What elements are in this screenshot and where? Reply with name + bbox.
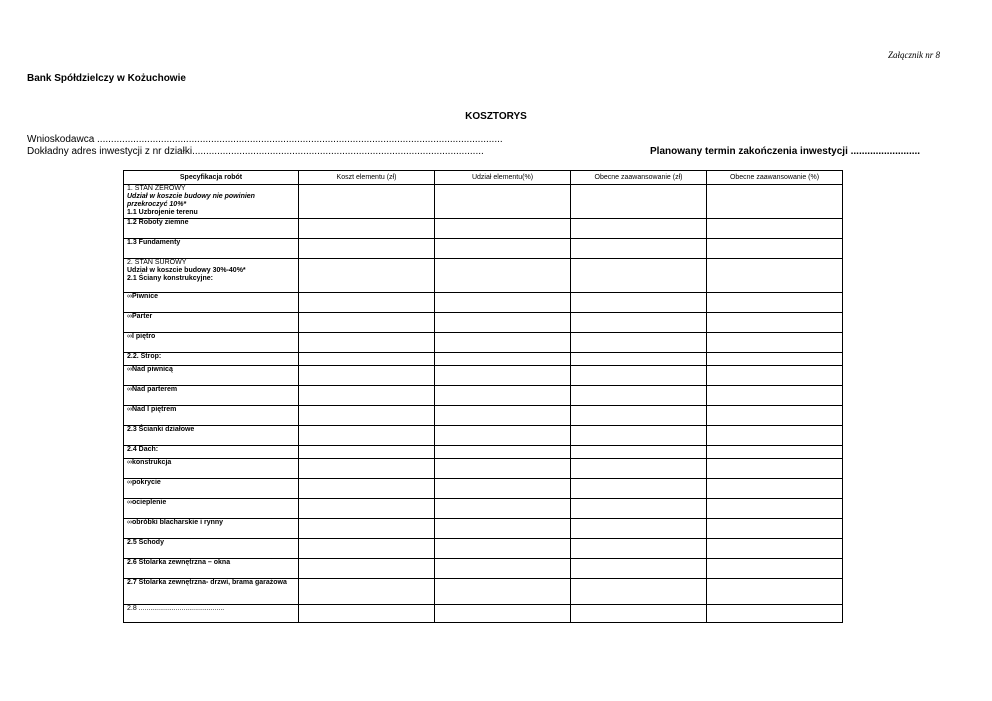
specification-cell [124, 293, 299, 313]
progress-amount-cell[interactable] [571, 479, 707, 499]
specification-text: ∞Nad piwnicą [127, 366, 173, 373]
specification-cell [124, 386, 299, 406]
bank-name: Bank Spółdzielczy w Kożuchowie [27, 73, 186, 84]
progress-percent-cell[interactable] [707, 333, 843, 353]
progress-amount-cell[interactable] [571, 353, 707, 366]
bullet-icon: ∞ [127, 406, 132, 413]
progress-percent-cell[interactable] [707, 559, 843, 579]
specification-cell [124, 366, 299, 386]
specification-text: 2.3 Ścianki działowe [127, 426, 195, 433]
share-cell[interactable] [435, 239, 571, 259]
cost-cell[interactable] [299, 313, 435, 333]
progress-amount-cell[interactable] [571, 333, 707, 353]
specification-text: ∞I piętro [127, 333, 156, 340]
table-row [124, 605, 843, 623]
table-row [124, 353, 843, 366]
progress-amount-cell[interactable] [571, 605, 707, 623]
cost-cell[interactable] [299, 185, 435, 219]
bullet-icon: ∞ [127, 499, 132, 506]
cost-cell[interactable] [299, 579, 435, 605]
specification-cell [124, 459, 299, 479]
specification-cell [124, 406, 299, 426]
share-cell[interactable] [435, 259, 571, 293]
progress-percent-cell[interactable] [707, 353, 843, 366]
table-row [124, 366, 843, 386]
cost-cell[interactable] [299, 406, 435, 426]
bullet-icon: ∞ [127, 313, 132, 320]
progress-amount-cell[interactable] [571, 219, 707, 239]
progress-percent-cell[interactable] [707, 426, 843, 446]
specification-cell [124, 185, 299, 219]
specification-text: ∞pokrycie [127, 479, 161, 486]
table-row [124, 219, 843, 239]
specification-text: ∞Nad parterem [127, 386, 178, 393]
bullet-icon: ∞ [127, 459, 132, 466]
progress-percent-cell[interactable] [707, 499, 843, 519]
share-cell[interactable] [435, 519, 571, 539]
cost-cell[interactable] [299, 219, 435, 239]
cost-cell[interactable] [299, 239, 435, 259]
table-row [124, 293, 843, 313]
share-cell[interactable] [435, 479, 571, 499]
progress-amount-cell[interactable] [571, 426, 707, 446]
progress-percent-cell[interactable] [707, 386, 843, 406]
progress-percent-cell[interactable] [707, 539, 843, 559]
bullet-icon: ∞ [127, 479, 132, 486]
table-row [124, 579, 843, 605]
cost-cell[interactable] [299, 479, 435, 499]
progress-percent-cell[interactable] [707, 313, 843, 333]
specification-text: 2.4 Dach: [127, 446, 159, 453]
specification-text: 2. STAN SUROWY [127, 259, 187, 266]
specification-text: 2.1 Ściany konstrukcyjne: [127, 275, 213, 282]
address-field[interactable]: Dokładny adres inwestycji z nr działki......................................................................................................... [27, 146, 484, 157]
specification-text: Udział w koszcie budowy nie powinien przekroczyć 10%* [127, 193, 255, 208]
cost-cell[interactable] [299, 366, 435, 386]
progress-percent-cell[interactable] [707, 293, 843, 313]
specification-cell [124, 559, 299, 579]
share-cell[interactable] [435, 313, 571, 333]
specification-cell [124, 333, 299, 353]
column-header-progress-percent: Obecne zaawansowanie (%) [707, 171, 843, 185]
progress-percent-cell[interactable] [707, 446, 843, 459]
share-cell[interactable] [435, 219, 571, 239]
cost-cell[interactable] [299, 459, 435, 479]
cost-cell[interactable] [299, 539, 435, 559]
specification-text: 1.3 Fundamenty [127, 239, 181, 246]
specification-cell [124, 313, 299, 333]
specification-text: Udział w koszcie budowy 30%-40%* [127, 267, 246, 274]
specification-cell [124, 479, 299, 499]
share-cell[interactable] [435, 579, 571, 605]
specification-text: 2.7 Stolarka zewnętrzna- drzwi, brama garażowa [127, 579, 287, 586]
specification-text: ∞Parter [127, 313, 153, 320]
progress-percent-cell[interactable] [707, 366, 843, 386]
share-cell[interactable] [435, 539, 571, 559]
column-header-specification: Specyfikacja robót [124, 171, 299, 185]
specification-cell [124, 605, 299, 623]
progress-amount-cell[interactable] [571, 366, 707, 386]
specification-cell [124, 539, 299, 559]
progress-amount-cell[interactable] [571, 313, 707, 333]
table-row [124, 333, 843, 353]
specification-cell [124, 219, 299, 239]
progress-amount-cell[interactable] [571, 559, 707, 579]
table-row [124, 239, 843, 259]
specification-text: 2.6 Stolarka zewnętrzna – okna [127, 559, 231, 566]
share-cell[interactable] [435, 366, 571, 386]
specification-text: 1.2 Roboty ziemne [127, 219, 189, 226]
specification-cell [124, 259, 299, 293]
table-row [124, 259, 843, 293]
progress-percent-cell[interactable] [707, 185, 843, 219]
cost-cell[interactable] [299, 426, 435, 446]
table-row [124, 519, 843, 539]
cost-estimate-table [123, 170, 843, 623]
cost-cell[interactable] [299, 259, 435, 293]
specification-text: ∞Nad I piętrem [127, 406, 177, 413]
progress-amount-cell[interactable] [571, 386, 707, 406]
specification-text: ∞ocieplenie [127, 499, 167, 506]
cost-cell[interactable] [299, 605, 435, 623]
bullet-icon: ∞ [127, 386, 132, 393]
column-header-cost: Koszt elementu (zł) [299, 171, 435, 185]
annex-label: Załącznik nr 8 [887, 50, 940, 60]
planned-completion-field[interactable]: Planowany termin zakończenia inwestycji ......................... [650, 146, 921, 157]
specification-text: 1.1 Uzbrojenie terenu [127, 209, 198, 216]
cost-cell[interactable] [299, 353, 435, 366]
table-row [124, 459, 843, 479]
bullet-icon: ∞ [127, 519, 132, 526]
bullet-icon: ∞ [127, 293, 132, 300]
progress-percent-cell[interactable] [707, 406, 843, 426]
specification-text: 1. STAN ZEROWY [127, 185, 186, 192]
column-header-share: Udział elementu(%) [435, 171, 571, 185]
share-cell[interactable] [435, 293, 571, 313]
specification-cell [124, 239, 299, 259]
specification-cell [124, 499, 299, 519]
progress-amount-cell[interactable] [571, 406, 707, 426]
specification-text: ∞Piwnice [127, 293, 159, 300]
progress-percent-cell[interactable] [707, 479, 843, 499]
table-row [124, 559, 843, 579]
specification-text: 2.2. Strop: [127, 353, 162, 360]
share-cell[interactable] [435, 459, 571, 479]
share-cell[interactable] [435, 353, 571, 366]
cost-cell[interactable] [299, 519, 435, 539]
bullet-icon: ∞ [127, 333, 132, 340]
specification-cell [124, 519, 299, 539]
specification-text: ∞obróbki blacharskie i rynny [127, 519, 224, 526]
progress-amount-cell[interactable] [571, 293, 707, 313]
share-cell[interactable] [435, 559, 571, 579]
share-cell[interactable] [435, 426, 571, 446]
share-cell[interactable] [435, 406, 571, 426]
share-cell[interactable] [435, 446, 571, 459]
progress-percent-cell[interactable] [707, 459, 843, 479]
bullet-icon: ∞ [127, 366, 132, 373]
table-row [124, 539, 843, 559]
share-cell[interactable] [435, 333, 571, 353]
share-cell[interactable] [435, 499, 571, 519]
table-row [124, 406, 843, 426]
table-row [124, 426, 843, 446]
table-row [124, 386, 843, 406]
table-header-row [124, 171, 843, 185]
share-cell[interactable] [435, 386, 571, 406]
specification-text: ∞konstrukcja [127, 459, 172, 466]
cost-cell[interactable] [299, 333, 435, 353]
progress-percent-cell[interactable] [707, 579, 843, 605]
progress-amount-cell[interactable] [571, 446, 707, 459]
column-header-progress-amount: Obecne zaawansowanie (zł) [571, 171, 707, 185]
share-cell[interactable] [435, 605, 571, 623]
applicant-field[interactable]: Wnioskodawca .................................................................................................................................................. [27, 134, 503, 145]
cost-cell[interactable] [299, 559, 435, 579]
share-cell[interactable] [435, 185, 571, 219]
progress-percent-cell[interactable] [707, 519, 843, 539]
table-row [124, 446, 843, 459]
progress-amount-cell[interactable] [571, 579, 707, 605]
progress-percent-cell[interactable] [707, 605, 843, 623]
progress-amount-cell[interactable] [571, 519, 707, 539]
progress-amount-cell[interactable] [571, 539, 707, 559]
specification-text: 2.8 ............................................ [127, 605, 225, 612]
cost-cell[interactable] [299, 386, 435, 406]
progress-amount-cell[interactable] [571, 239, 707, 259]
table-row [124, 313, 843, 333]
progress-amount-cell[interactable] [571, 185, 707, 219]
cost-cell[interactable] [299, 293, 435, 313]
table-row [124, 479, 843, 499]
cost-cell[interactable] [299, 446, 435, 459]
specification-cell [124, 446, 299, 459]
progress-percent-cell[interactable] [707, 239, 843, 259]
table-row [124, 499, 843, 519]
progress-amount-cell[interactable] [571, 499, 707, 519]
cost-cell[interactable] [299, 499, 435, 519]
specification-cell [124, 426, 299, 446]
progress-amount-cell[interactable] [571, 459, 707, 479]
progress-percent-cell[interactable] [707, 259, 843, 293]
table-row [124, 185, 843, 219]
progress-amount-cell[interactable] [571, 259, 707, 293]
specification-cell [124, 579, 299, 605]
specification-text: 2.5 Schody [127, 539, 164, 546]
document-title: KOSZTORYS [465, 111, 527, 122]
progress-percent-cell[interactable] [707, 219, 843, 239]
specification-cell [124, 353, 299, 366]
